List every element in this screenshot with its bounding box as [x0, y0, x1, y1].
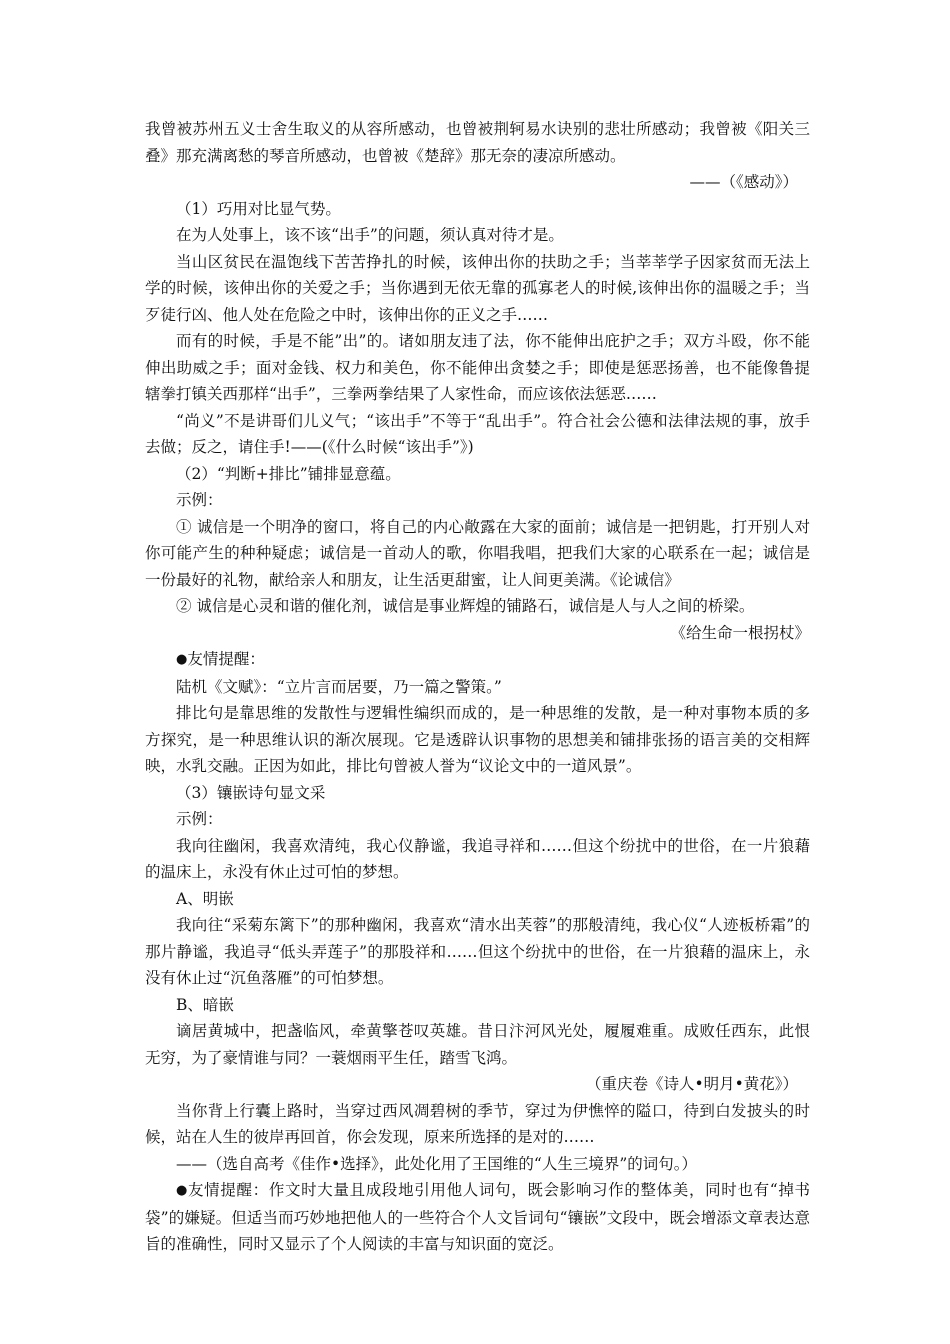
source-chongqing: （重庆卷《诗人•明月•黄花》） — [585, 1075, 798, 1093]
example-label-2: 示例： — [176, 810, 223, 828]
paragraph-5: “尚义”不是讲哥们儿义气；“该出手”不等于“乱出手”。符合社会公德和法律法规的事，放手去做；反之，请住手!——(《什么时候“该出手”》) — [145, 411, 810, 456]
bullet-icon: ● — [176, 1183, 189, 1198]
paragraph-3: 当山区贫民在温饱线下苦苦挣扎的时候，该伸出你的扶助之手；当莘莘学子因家贫而无法上学的时候，该伸出你的关爱之手；当你遇到无依无靠的孤寡老人的时候,该伸出你的温暖之手；当歹徒行凶、他人处在危险之中时，该伸出你的正义之手…… — [145, 252, 810, 324]
tip-heading-1: ●友情提醒： — [176, 650, 265, 668]
source-crutch: 《给生命一根拐杖》 — [670, 623, 810, 642]
heading-explicit: A、明嵌 — [176, 889, 234, 908]
example-label-1: 示例： — [176, 491, 223, 509]
paragraph-2: 在为人处事上，该不该“出手”的问题，须认真对待才是。 — [176, 226, 564, 244]
source-choice: ——（选自高考《佳作•选择》，此处化用了王国维的“人生三境界”的词句。） — [176, 1154, 697, 1173]
paragraph-1: 我曾被苏州五义士舍生取义的从容所感动，也曾被荆轲易水诀别的悲壮所感动；我曾被《阳关三叠》那充满离愁的琴音所感动，也曾被《楚辞》那无奈的凄凉所感动。 — [145, 120, 810, 165]
document-page — [145, 116, 810, 1258]
paragraph-4: 而有的时候，手是不能”出”的。诸如朋友违了法，你不能伸出庇护之手；双方斗殴，你不能伸出助威之手；面对金钱、权力和美色，你不能伸出贪婪之手；即使是惩恶扬善，也不能像鲁提辖拳打镇关西那样“出手”，三拳两拳结果了人家性命，而应该依法惩恶…… — [145, 332, 810, 403]
example-choice: 当你背上行囊上路时，当穿过西风凋碧树的季节，穿过为伊憔悴的隘口，待到白发披头的时候，站在人生的彼岸再回首，你会发现，原来所选择的是对的…… — [145, 1101, 810, 1146]
example-integrity-1: ① 诚信是一个明净的窗口，将自己的内心敞露在大家的面前；诚信是一把钥匙，打开别人对你可能产生的种种疑虑；诚信是一首动人的歌，你唱我唱，把我们大家的心联系在一起；诚信是一份最好的礼物，献给亲人和朋友，让生活更甜蜜，让人间更美满。《论诚信》 — [145, 517, 810, 589]
example-integrity-2: ② 诚信是心灵和谐的催化剂，诚信是事业辉煌的铺路石，诚信是人与人之间的桥梁。 — [176, 597, 755, 615]
source-gandong: ——（《感动》） — [689, 173, 798, 191]
bullet-icon: ● — [176, 652, 188, 667]
paragraph-parallelism-note: 排比句是靠思维的发散性与逻辑性编织而成的，是一种思维的发散，是一种对事物本质的多方探究，是一种思维认识的渐次展现。它是透辟认识事物的思想美和铺排张扬的语言美的交相辉映，水乳交融。正因为如此，排比句曾被人誉为“议论文中的一道风景”。 — [145, 704, 810, 775]
heading-poetry: （3）镶嵌诗句显文采 — [176, 783, 326, 802]
heading-parallelism: （2）“判断+排比”铺排显意蕴。 — [176, 464, 401, 483]
example-plain: 我向往幽闲，我喜欢清纯，我心仪静谧，我追寻祥和……但这个纷扰中的世俗，在一片狼藉的温床上，永没有休止过可怕的梦想。 — [145, 836, 810, 881]
example-implicit: 谪居黄城中，把盏临风，牵黄擎苍叹英雄。昔日汴河风光处，履履难重。成败任西东，此恨无穷，为了豪情谁与同？一蓑烟雨平生任，踏雪飞鸿。 — [145, 1022, 810, 1067]
tip-final: ●友情提醒：作文时大量且成段地引用他人词句，既会影响习作的整体美，同时也有“掉书袋”的嫌疑。但适当而巧妙地把他人的一些符合个人文旨词句“镶嵌”文段中，既会增添文章表达意旨的准确性，同时又显示了个人阅读的丰富与知识面的宽泛。 — [145, 1181, 811, 1253]
quote-wenfu: 陆机《文赋》：“立片言而居要，乃一篇之警策。” — [176, 677, 502, 696]
heading-implicit: B、暗嵌 — [176, 995, 234, 1014]
heading-contrast: （1）巧用对比显气势。 — [176, 199, 341, 218]
example-explicit: 我向往“采菊东篱下”的那种幽闲，我喜欢“清水出芙蓉”的那般清纯，我心仪“人迹板桥霜”的那片静谧，我追寻“低头弄莲子”的那股祥和……但这个纷扰中的世俗，在一片狼藉的温床上，永没有休止过“沉鱼落雁”的可怕梦想。 — [145, 916, 810, 987]
